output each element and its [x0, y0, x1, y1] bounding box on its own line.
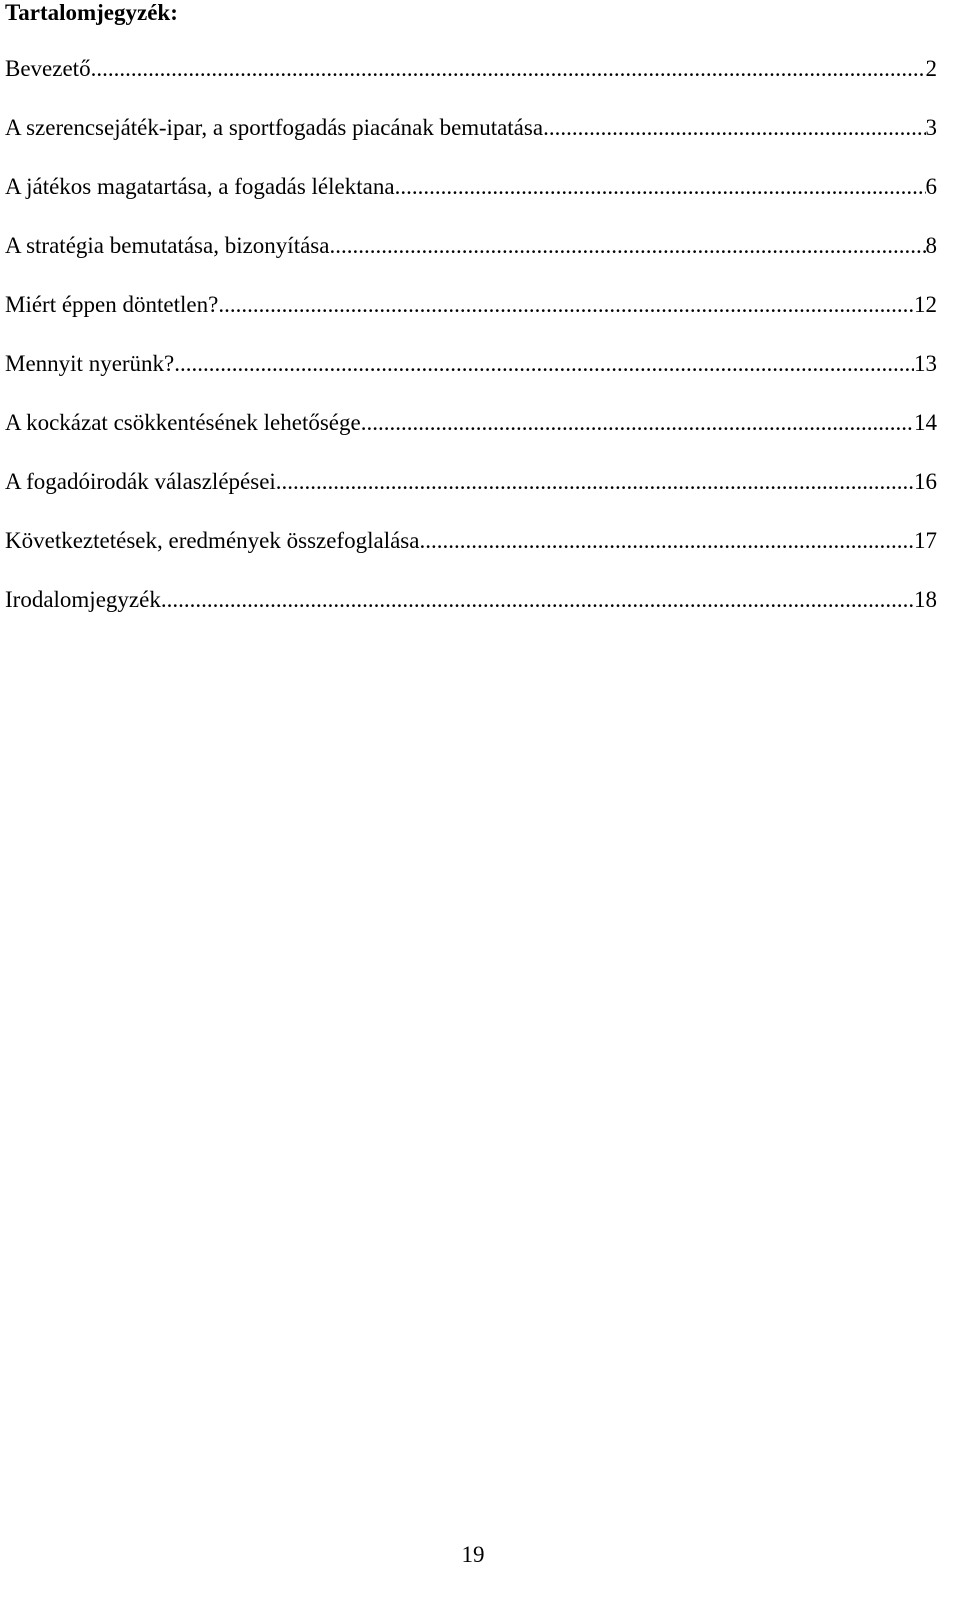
- toc-entry-title: Bevezető: [5, 56, 91, 81]
- toc-entry-page: 2: [925, 56, 937, 81]
- toc-dot-leader: [543, 113, 925, 143]
- toc-entry: [5, 349, 937, 408]
- toc-entry-title: A fogadóirodák válaszlépései: [5, 469, 276, 494]
- toc-dot-leader: [361, 408, 914, 438]
- toc-dot-leader: [91, 54, 926, 84]
- toc-dot-leader: [218, 290, 914, 320]
- toc-entry-title: Mennyit nyerünk?: [5, 351, 175, 376]
- toc-dot-leader: [329, 231, 925, 261]
- toc-entry-page: 16: [914, 469, 937, 494]
- toc-entry-title: A kockázat csökkentésének lehetősége: [5, 410, 361, 435]
- toc-entry: [5, 113, 937, 172]
- toc-entry: [5, 290, 937, 349]
- toc-dot-leader: [419, 526, 914, 556]
- toc-dot-leader: [395, 172, 926, 202]
- toc-entry: [5, 585, 937, 644]
- toc-list: [5, 54, 937, 644]
- toc-entry-page: 13: [914, 351, 937, 376]
- toc-entry-title: A játékos magatartása, a fogadás lélektana: [5, 174, 395, 199]
- toc-dot-leader: [161, 585, 914, 615]
- toc-entry-page: 12: [914, 292, 937, 317]
- toc-dot-leader: [276, 467, 914, 497]
- toc-heading: Tartalomjegyzék:: [5, 0, 178, 25]
- toc-entry-page: 14: [914, 410, 937, 435]
- page-number: 19: [461, 1542, 485, 1567]
- toc-entry-title: Következtetések, eredmények összefoglalása: [5, 528, 420, 553]
- toc-dot-leader: [174, 349, 914, 379]
- toc-entry: [5, 231, 937, 290]
- toc-entry-title: Miért éppen döntetlen?: [5, 292, 219, 317]
- toc-entry-page: 17: [914, 528, 937, 553]
- toc-entry-page: 18: [914, 587, 937, 612]
- toc-entry: [5, 526, 937, 585]
- toc-entry-page: 6: [925, 174, 937, 199]
- toc-entry: [5, 172, 937, 231]
- toc-entry: [5, 408, 937, 467]
- toc-entry: [5, 54, 937, 113]
- toc-entry-page: 3: [925, 115, 937, 140]
- toc-entry-title: A stratégia bemutatása, bizonyítása: [5, 233, 330, 258]
- toc-entry-title: A szerencsejáték-ipar, a sportfogadás piacának bemutatása: [5, 115, 544, 140]
- toc-entry-page: 8: [925, 233, 937, 258]
- toc-entry: [5, 467, 937, 526]
- toc-entry-title: Irodalomjegyzék: [5, 587, 161, 612]
